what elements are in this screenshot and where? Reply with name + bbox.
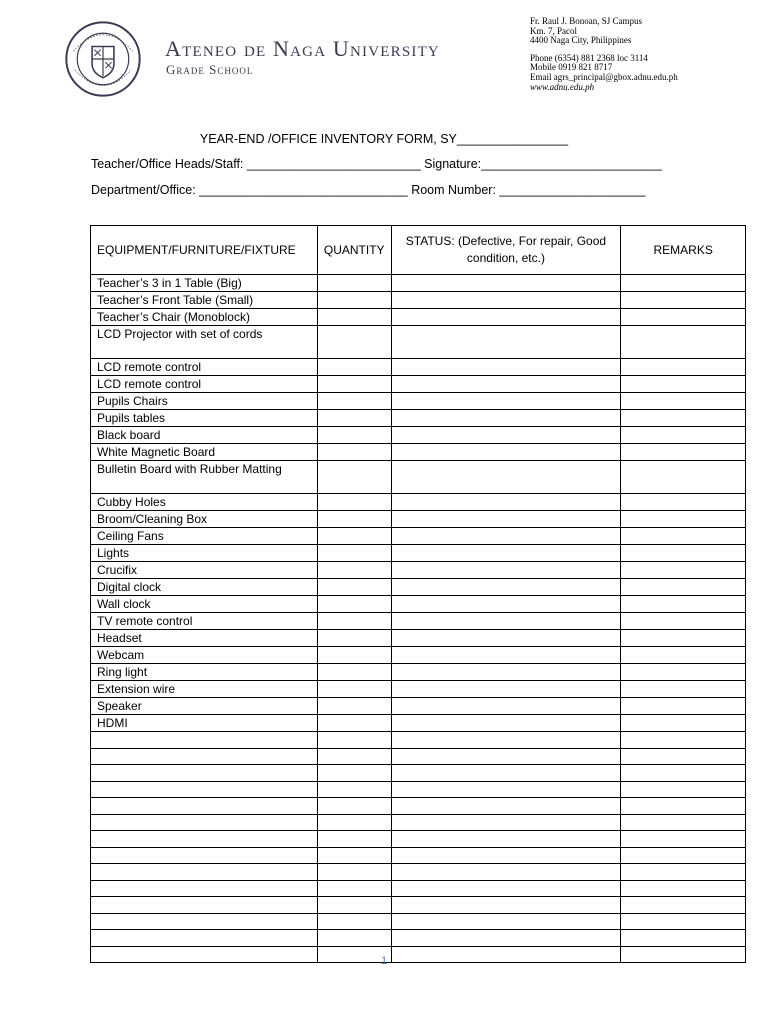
table-row [91, 326, 746, 359]
status-cell[interactable] [391, 461, 621, 494]
quantity-cell[interactable] [317, 427, 391, 444]
status-cell[interactable] [391, 292, 621, 309]
table-row [91, 613, 746, 630]
remarks-cell[interactable] [621, 326, 746, 359]
remarks-cell[interactable] [621, 765, 746, 782]
quantity-cell[interactable] [317, 326, 391, 359]
remarks-cell[interactable] [621, 275, 746, 292]
status-cell[interactable] [391, 393, 621, 410]
status-cell[interactable] [391, 664, 621, 681]
remarks-cell[interactable] [621, 613, 746, 630]
remarks-cell[interactable] [621, 930, 746, 947]
table-row [91, 765, 746, 782]
table-row [91, 781, 746, 798]
table-row [91, 596, 746, 613]
remarks-cell[interactable] [621, 664, 746, 681]
equipment-cell [91, 748, 318, 765]
quantity-cell[interactable] [317, 511, 391, 528]
table-row [91, 798, 746, 815]
remarks-cell[interactable] [621, 798, 746, 815]
teacher-field[interactable]: Teacher/Office Heads/Staff: _________________________ [91, 157, 421, 171]
remarks-cell[interactable] [621, 292, 746, 309]
column-header-remarks: REMARKS [621, 226, 746, 275]
status-cell[interactable] [391, 864, 621, 881]
status-cell[interactable] [391, 326, 621, 359]
equipment-cell: Speaker [91, 698, 318, 715]
status-cell[interactable] [391, 798, 621, 815]
table-row [91, 376, 746, 393]
remarks-cell[interactable] [621, 847, 746, 864]
table-row [91, 847, 746, 864]
table-row [91, 444, 746, 461]
quantity-cell[interactable] [317, 814, 391, 831]
table-row [91, 681, 746, 698]
equipment-cell: Teacher’s 3 in 1 Table (Big) [91, 275, 318, 292]
equipment-cell [91, 814, 318, 831]
equipment-cell [91, 765, 318, 782]
status-cell[interactable] [391, 596, 621, 613]
table-row [91, 647, 746, 664]
table-row [91, 913, 746, 930]
equipment-cell [91, 732, 318, 749]
quantity-cell[interactable] [317, 732, 391, 749]
status-cell[interactable] [391, 613, 621, 630]
status-cell[interactable] [391, 748, 621, 765]
quantity-cell[interactable] [317, 393, 391, 410]
remarks-cell[interactable] [621, 897, 746, 914]
university-name: Ateneo de Naga University [165, 36, 440, 61]
table-row [91, 831, 746, 848]
table-row [91, 511, 746, 528]
table-row [91, 579, 746, 596]
department-field[interactable]: Department/Office: ______________________________ [91, 183, 408, 197]
table-row [91, 897, 746, 914]
status-cell[interactable] [391, 880, 621, 897]
inventory-table [90, 225, 746, 963]
equipment-cell [91, 798, 318, 815]
address-line: 4400 Naga City, Philippines [530, 35, 632, 46]
quantity-cell[interactable] [317, 847, 391, 864]
mobile-text: Mobile 0919 821 8717 [530, 62, 613, 73]
remarks-cell[interactable] [621, 681, 746, 698]
remarks-cell[interactable] [621, 393, 746, 410]
remarks-cell[interactable] [621, 814, 746, 831]
table-row [91, 930, 746, 947]
column-header-status: STATUS: (Defective, For repair, Good condition, etc.) [391, 226, 621, 275]
website-text: www.adnu.edu.ph [530, 81, 595, 92]
table-row [91, 630, 746, 647]
remarks-cell[interactable] [621, 579, 746, 596]
status-cell[interactable] [391, 814, 621, 831]
table-row [91, 275, 746, 292]
quantity-cell[interactable] [317, 715, 391, 732]
equipment-cell: Broom/Cleaning Box [91, 511, 318, 528]
status-cell[interactable] [391, 715, 621, 732]
equipment-cell: Cubby Holes [91, 494, 318, 511]
quantity-cell[interactable] [317, 494, 391, 511]
remarks-cell[interactable] [621, 781, 746, 798]
status-cell[interactable] [391, 579, 621, 596]
column-header-quantity: QUANTITY [317, 226, 391, 275]
quantity-cell[interactable] [317, 831, 391, 848]
quantity-cell[interactable] [317, 664, 391, 681]
equipment-cell [91, 880, 318, 897]
table-body [91, 275, 746, 963]
table-row [91, 698, 746, 715]
remarks-cell[interactable] [621, 494, 746, 511]
status-cell[interactable] [391, 765, 621, 782]
status-cell[interactable] [391, 681, 621, 698]
quantity-cell[interactable] [317, 309, 391, 326]
equipment-cell: Headset [91, 630, 318, 647]
equipment-cell: Digital clock [91, 579, 318, 596]
status-cell[interactable] [391, 528, 621, 545]
equipment-cell: White Magnetic Board [91, 444, 318, 461]
status-cell[interactable] [391, 444, 621, 461]
quantity-cell[interactable] [317, 444, 391, 461]
quantity-cell[interactable] [317, 292, 391, 309]
status-cell[interactable] [391, 410, 621, 427]
status-cell[interactable] [391, 359, 621, 376]
table-row [91, 732, 746, 749]
quantity-cell[interactable] [317, 681, 391, 698]
status-cell[interactable] [391, 647, 621, 664]
table-row [91, 461, 746, 494]
quantity-cell[interactable] [317, 528, 391, 545]
quantity-cell[interactable] [317, 376, 391, 393]
remarks-cell[interactable] [621, 748, 746, 765]
quantity-cell[interactable] [317, 748, 391, 765]
equipment-cell: Pupils Chairs [91, 393, 318, 410]
remarks-cell[interactable] [621, 359, 746, 376]
equipment-cell: Pupils tables [91, 410, 318, 427]
equipment-cell: Teacher’s Front Table (Small) [91, 292, 318, 309]
status-cell[interactable] [391, 897, 621, 914]
table-row [91, 393, 746, 410]
table-row [91, 864, 746, 881]
remarks-cell[interactable] [621, 647, 746, 664]
remarks-cell[interactable] [621, 410, 746, 427]
remarks-cell[interactable] [621, 545, 746, 562]
equipment-cell: Lights [91, 545, 318, 562]
status-cell[interactable] [391, 511, 621, 528]
equipment-cell: Extension wire [91, 681, 318, 698]
quantity-cell[interactable] [317, 579, 391, 596]
table-row [91, 748, 746, 765]
quantity-cell[interactable] [317, 798, 391, 815]
equipment-cell: LCD remote control [91, 359, 318, 376]
remarks-cell[interactable] [621, 444, 746, 461]
room-number-field[interactable]: Room Number: _____________________ [407, 183, 646, 197]
status-cell[interactable] [391, 847, 621, 864]
address-block [530, 17, 762, 92]
remarks-cell[interactable] [621, 913, 746, 930]
quantity-cell[interactable] [317, 359, 391, 376]
table-row [91, 359, 746, 376]
equipment-cell: Teacher’s Chair (Monoblock) [91, 309, 318, 326]
quantity-cell[interactable] [317, 647, 391, 664]
remarks-cell[interactable] [621, 715, 746, 732]
equipment-cell [91, 847, 318, 864]
quantity-cell[interactable] [317, 765, 391, 782]
remarks-cell[interactable] [621, 698, 746, 715]
teacher-signature-line [91, 157, 662, 171]
university-seal-icon [64, 20, 142, 98]
department-room-line [91, 183, 645, 197]
remarks-cell[interactable] [621, 309, 746, 326]
status-cell[interactable] [391, 562, 621, 579]
remarks-cell[interactable] [621, 732, 746, 749]
email-text: Email agrs_principal@gbox.adnu.edu.ph [530, 71, 678, 82]
table-row [91, 814, 746, 831]
equipment-cell [91, 781, 318, 798]
equipment-cell: LCD remote control [91, 376, 318, 393]
quantity-cell[interactable] [317, 913, 391, 930]
table-row [91, 880, 746, 897]
status-cell[interactable] [391, 275, 621, 292]
equipment-cell [91, 831, 318, 848]
form-title: YEAR-END /OFFICE INVENTORY FORM, SY________________ [199, 132, 569, 146]
status-cell[interactable] [391, 781, 621, 798]
equipment-cell: Wall clock [91, 596, 318, 613]
table-row [91, 494, 746, 511]
equipment-cell: HDMI [91, 715, 318, 732]
remarks-cell[interactable] [621, 562, 746, 579]
quantity-cell[interactable] [317, 275, 391, 292]
status-cell[interactable] [391, 831, 621, 848]
quantity-cell[interactable] [317, 930, 391, 947]
status-cell[interactable] [391, 494, 621, 511]
unit-name: Grade School [166, 62, 254, 77]
status-cell[interactable] [391, 930, 621, 947]
quantity-cell[interactable] [317, 698, 391, 715]
equipment-cell: Ring light [91, 664, 318, 681]
table-row [91, 715, 746, 732]
equipment-cell: Crucifix [91, 562, 318, 579]
equipment-cell [91, 930, 318, 947]
table-row [91, 664, 746, 681]
equipment-cell [91, 897, 318, 914]
quantity-cell[interactable] [317, 596, 391, 613]
quantity-cell[interactable] [317, 545, 391, 562]
equipment-cell: LCD Projector with set of cords [91, 326, 318, 359]
remarks-cell[interactable] [621, 427, 746, 444]
quantity-cell[interactable] [317, 461, 391, 494]
remarks-cell[interactable] [621, 831, 746, 848]
signature-field[interactable]: Signature:__________________________ [420, 157, 662, 171]
table-row [91, 410, 746, 427]
remarks-cell[interactable] [621, 880, 746, 897]
remarks-cell[interactable] [621, 461, 746, 494]
quantity-cell[interactable] [317, 410, 391, 427]
equipment-cell: Webcam [91, 647, 318, 664]
equipment-cell [91, 913, 318, 930]
quantity-cell[interactable] [317, 613, 391, 630]
status-cell[interactable] [391, 376, 621, 393]
remarks-cell[interactable] [621, 864, 746, 881]
remarks-cell[interactable] [621, 511, 746, 528]
quantity-cell[interactable] [317, 630, 391, 647]
table-row [91, 292, 746, 309]
table-row [91, 545, 746, 562]
equipment-cell: TV remote control [91, 613, 318, 630]
remarks-cell[interactable] [621, 376, 746, 393]
quantity-cell[interactable] [317, 781, 391, 798]
table-header-row [91, 226, 746, 275]
table-row [91, 309, 746, 326]
quantity-cell[interactable] [317, 897, 391, 914]
status-cell[interactable] [391, 309, 621, 326]
status-cell[interactable] [391, 427, 621, 444]
remarks-cell[interactable] [621, 528, 746, 545]
equipment-cell: Bulletin Board with Rubber Matting [91, 461, 318, 494]
page-number: 1 [380, 955, 388, 967]
phone-text: Phone (6354) 881 2368 loc 3114 [530, 52, 648, 63]
equipment-cell: Ceiling Fans [91, 528, 318, 545]
remarks-cell[interactable] [621, 596, 746, 613]
status-cell[interactable] [391, 913, 621, 930]
equipment-cell [91, 864, 318, 881]
equipment-cell: Black board [91, 427, 318, 444]
table-row [91, 562, 746, 579]
table-row [91, 427, 746, 444]
column-header-equipment: EQUIPMENT/FURNITURE/FIXTURE [91, 226, 318, 275]
status-cell[interactable] [391, 732, 621, 749]
remarks-cell[interactable] [621, 630, 746, 647]
quantity-cell[interactable] [317, 562, 391, 579]
status-cell[interactable] [391, 630, 621, 647]
address-line: Km. 7, Pacol [530, 25, 577, 36]
status-cell[interactable] [391, 698, 621, 715]
address-line: Fr. Raul J. Bonoan, SJ Campus [530, 16, 643, 26]
table-row [91, 528, 746, 545]
quantity-cell[interactable] [317, 864, 391, 881]
quantity-cell[interactable] [317, 880, 391, 897]
status-cell[interactable] [391, 545, 621, 562]
